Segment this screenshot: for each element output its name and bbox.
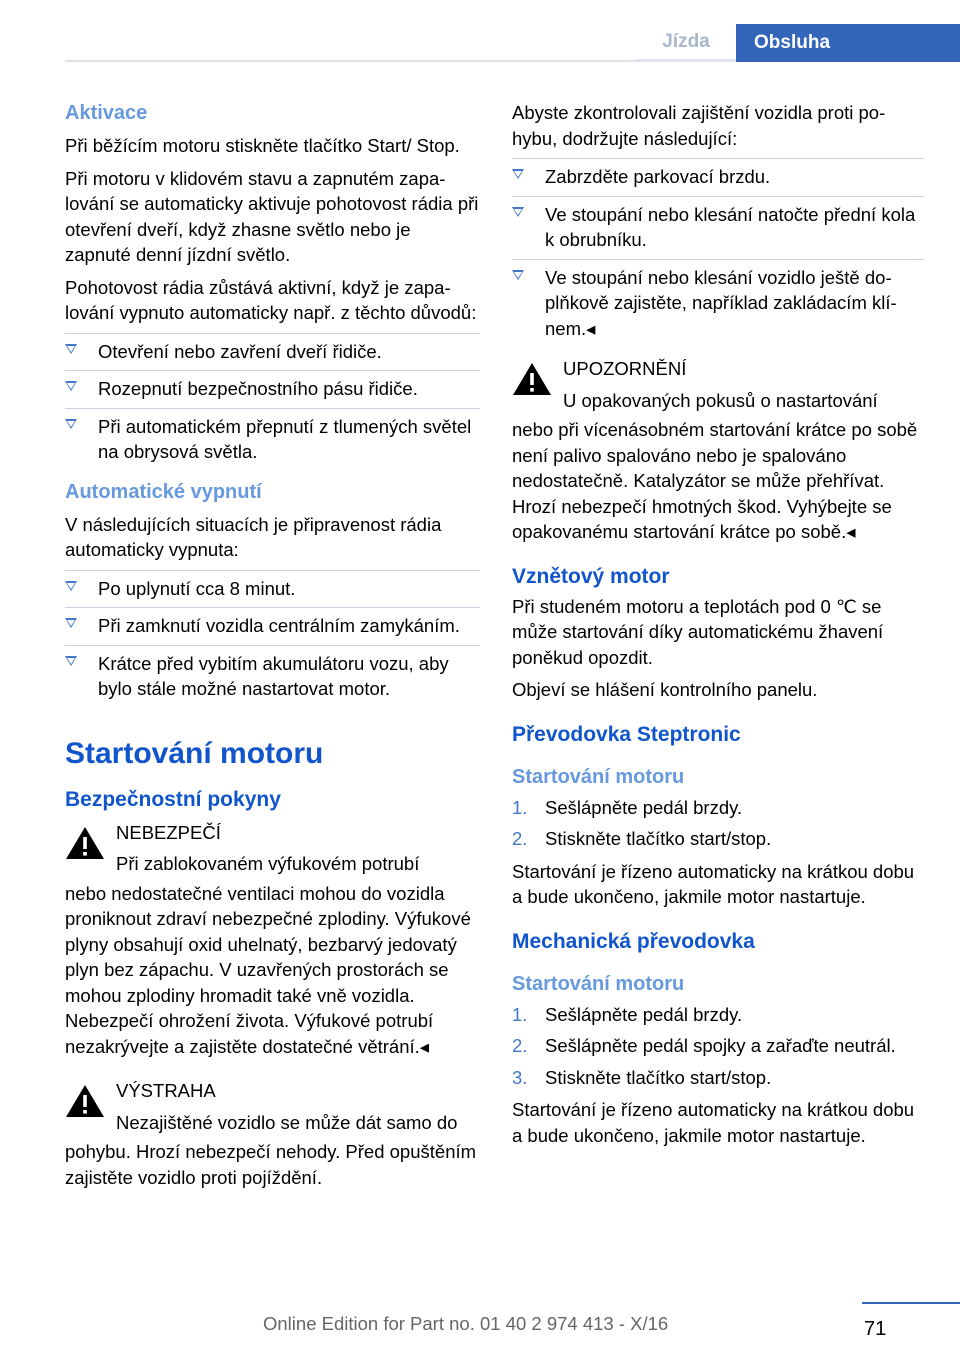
right-column xyxy=(512,100,924,1155)
notice-text: U opakovaných pokusů o nastartování xyxy=(563,389,878,411)
heading-vznetovy-motor: Vznětový motor xyxy=(512,564,670,588)
notice-text-continued: pohybu. Hrozí nebezpečí nehody. Před opuštěním zajistěte vozidlo proti pojíždění. xyxy=(65,1141,477,1188)
tab-obsluha[interactable]: Obsluha xyxy=(736,24,960,62)
paragraph: Startování je řízeno automaticky na krátkou dobu a bude ukončeno, jakmile motor nastartuje. xyxy=(512,860,915,907)
numbered-list xyxy=(512,792,924,855)
page-number: 71 xyxy=(864,1318,887,1340)
tab-jizda[interactable]: Jízda xyxy=(636,24,736,62)
bullet-list xyxy=(65,333,480,471)
list-item: Ve stoupání nebo klesání natočte přední kola k obrubníku. xyxy=(512,196,924,259)
paragraph: Při motoru v klidovém stavu a zapnutém zapalování se automaticky aktivuje pohotovost rádia při otevření dveří, když zhasne světlo nebo je zapnuté denní jízdní světlo. xyxy=(65,167,479,265)
list-item: Otevření nebo zavření dveří řidiče. xyxy=(65,333,480,371)
list-item: 3. Stiskněte tlačítko start/stop. xyxy=(512,1066,772,1088)
bullet-list xyxy=(65,570,480,708)
notice-text: Při zablokovaném výfukovém potrubí xyxy=(116,853,420,874)
notice-text: Nezajištěné vozidlo se může dát samo do xyxy=(116,1111,458,1133)
warning-triangle-icon xyxy=(65,825,105,861)
left-column xyxy=(65,100,480,1197)
heading-prevodovka-steptronic: Převodovka Steptronic xyxy=(512,722,741,746)
header-tabs xyxy=(636,24,960,62)
list-item: Krátce před vybitím akumulátoru vozu, aby bylo stále možné nastartovat motor. xyxy=(65,645,480,708)
warning-triangle-icon xyxy=(512,361,552,397)
list-item: 1. Sešlápněte pedál brzdy. xyxy=(512,796,743,818)
danger-notice xyxy=(65,817,480,881)
list-item: 2. Sešlápněte pedál spojky a zařaďte neutrál. xyxy=(512,1035,896,1056)
warning-notice xyxy=(65,1075,480,1139)
heading-automaticke-vypnuti: Automatické vypnutí xyxy=(65,480,262,503)
heading-mechanicka-prevodovka: Mechanická převodovka xyxy=(512,929,755,953)
notice-label: VÝSTRAHA xyxy=(116,1080,216,1101)
heading-startovani-motoru: Startování motoru xyxy=(512,765,685,788)
footer-edition: Online Edition for Part no. 01 40 2 974 413 - X/16 xyxy=(263,1313,669,1334)
notice-label: UPOZORNĚNÍ xyxy=(563,358,687,379)
warning-triangle-icon xyxy=(65,1083,105,1119)
list-item: 2. Stiskněte tlačítko start/stop. xyxy=(512,828,772,849)
heading-bezpecnostni-pokyny: Bezpečnostní pokyny xyxy=(65,787,281,811)
bullet-list xyxy=(512,158,924,347)
footer-divider xyxy=(862,1302,960,1304)
list-item: 1. Sešlápněte pedál brzdy. xyxy=(512,1003,743,1025)
list-item: Ve stoupání nebo klesání vozidlo ještě doplňkově zajistěte, například zakládacím klínem.◂ xyxy=(512,259,924,348)
header-divider xyxy=(65,60,636,62)
numbered-list xyxy=(512,999,924,1094)
list-item: Zabrzděte parkovací brzdu. xyxy=(512,158,924,196)
list-item: Při automatickém přepnutí z tlumených světel na obrysová světla. xyxy=(65,408,480,471)
paragraph: Pohotovost rádia zůstává aktivní, když je zapalování vypnuto automaticky např. z těchto důvodů: xyxy=(65,276,477,323)
list-item: Rozepnutí bezpečnostního pásu řidiče. xyxy=(65,370,480,408)
notice-text-continued: nebo nedostatečné ventilaci mohou do vozidla proniknout zdraví nebezpečné zplodiny. Výfukové plyny obsahují oxid uhelnatý, bezbarvý jedovatý plyn bez zápachu. V uzavřených prostorách se mohou zplodiny hromadit také vně vozidla. Nebezpečí ohrožení života. Výfukové potrubí nezakrývejte a zajistěte dostatečné větrání.◂ xyxy=(65,882,471,1057)
list-item: Při zamknutí vozidla centrálním zamykáním. xyxy=(65,607,480,645)
paragraph: V následujících situacích je připravenost rádia automaticky vypnuta: xyxy=(65,513,442,560)
heading-aktivace: Aktivace xyxy=(65,102,148,124)
caution-notice xyxy=(512,353,924,417)
notice-text-continued: nebo při vícenásobném startování krátce po sobě není palivo spalováno nebo je spalováno nedostatečně. Katalyzátor se může přehřívat. Hrozí nebezpečí hmotných škod. Vyhýbejte se opakovanému startování krátce po sobě.◂ xyxy=(512,419,918,542)
paragraph: Při běžícím motoru stiskněte tlačítko Start/ Stop. xyxy=(65,135,460,156)
list-item: Po uplynutí cca 8 minut. xyxy=(65,570,480,608)
heading-startovani-motoru: Startování motoru xyxy=(512,972,685,995)
notice-label: NEBEZPEČÍ xyxy=(116,821,221,843)
paragraph: Objeví se hlášení kontrolního panelu. xyxy=(512,679,818,700)
paragraph: Startování je řízeno automaticky na krátkou dobu a bude ukončeno, jakmile motor nastartuje. xyxy=(512,1099,915,1146)
paragraph: Abyste zkontrolovali zajištění vozidla proti pohybu, dodržujte následující: xyxy=(512,102,886,149)
paragraph: Při studeném motoru a teplotách pod 0 ℃ se může startování díky automatickému žhavení poněkud opozdit. xyxy=(512,595,884,668)
chapter-title: Startování motoru xyxy=(65,736,324,770)
